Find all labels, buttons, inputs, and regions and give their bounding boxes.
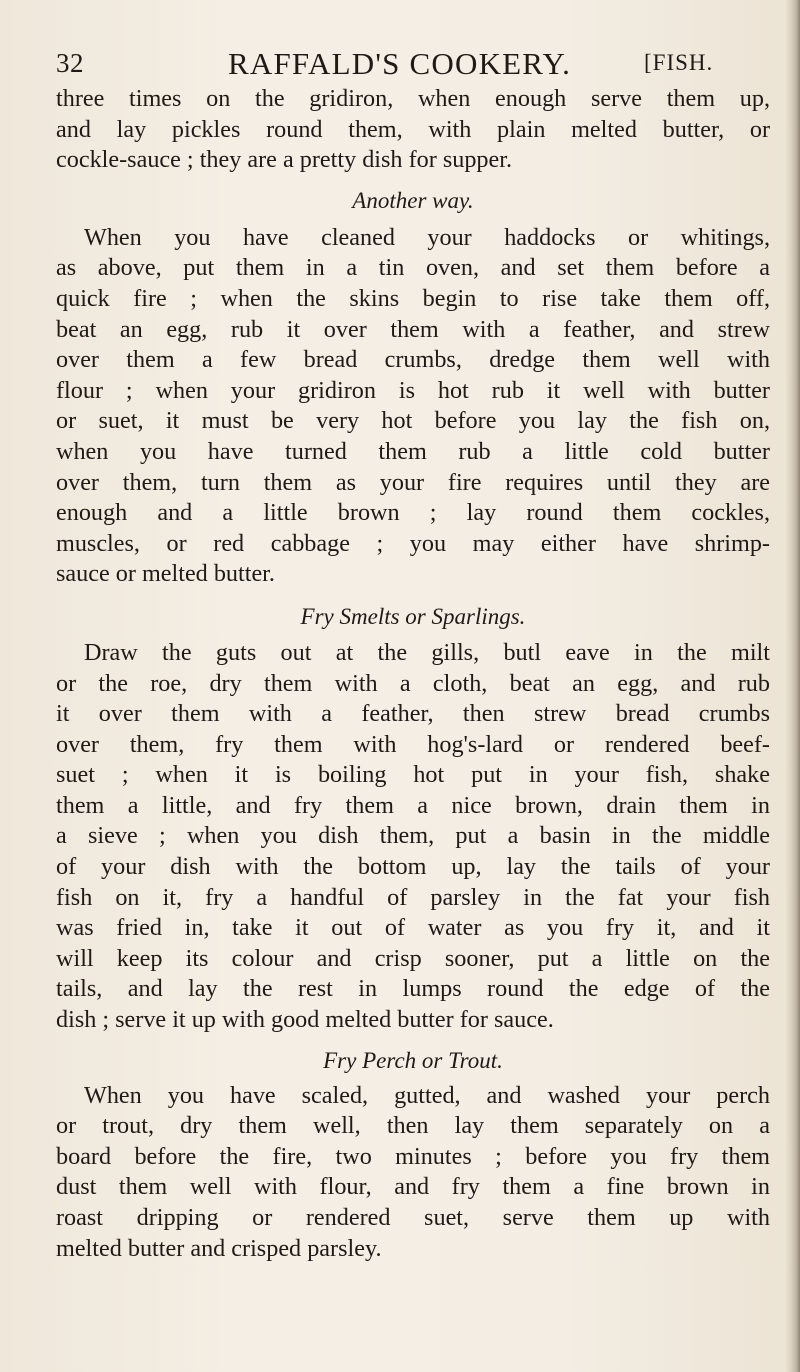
text-line: dish ; serve it up with good melted butter for sauce. bbox=[56, 1006, 554, 1034]
text-line: muscles, or red cabbage ; you may either have shrimp- bbox=[56, 529, 770, 557]
text-line: enough and a little brown ; lay round them cockles, bbox=[56, 499, 770, 527]
section-mark: [FISH. bbox=[644, 50, 714, 75]
recipe-paragraph bbox=[56, 1081, 770, 1265]
page-number: 32 bbox=[56, 48, 84, 78]
text-line: and lay pickles round them, with plain melted butter, or bbox=[56, 115, 770, 143]
text-line: tails, and lay the rest in lumps round the edge of the bbox=[56, 975, 770, 1003]
text-line: or the roe, dry them with a cloth, beat an egg, and rub bbox=[56, 669, 770, 697]
recipe-heading: Another way. bbox=[352, 187, 474, 213]
intro-paragraph bbox=[56, 84, 770, 176]
running-title: RAFFALD'S COOKERY. bbox=[228, 46, 572, 81]
text-line: suet ; when it is boiling hot put in your fish, shake bbox=[56, 761, 770, 789]
page-edge bbox=[786, 0, 800, 1372]
text-line: sauce or melted butter. bbox=[56, 560, 275, 588]
text-line: of your dish with the bottom up, lay the tails of your bbox=[56, 853, 770, 881]
text-line: When you have cleaned your haddocks or whitings, bbox=[84, 223, 770, 251]
text-line: flour ; when your gridiron is hot rub it well with butter bbox=[56, 376, 770, 404]
text-line: over them, turn them as your fire requires until they are bbox=[56, 468, 770, 496]
text-line: dust them well with flour, and fry them a fine brown in bbox=[56, 1173, 770, 1201]
text-line: them a little, and fry them a nice brown, drain them in bbox=[56, 791, 770, 819]
text-line: it over them with a feather, then strew bread crumbs bbox=[56, 700, 770, 728]
text-line: melted butter and crisped parsley. bbox=[56, 1234, 382, 1262]
text-line: quick fire ; when the skins begin to rise take them off, bbox=[56, 284, 770, 312]
text-line: or trout, dry them well, then lay them separately on a bbox=[56, 1112, 770, 1140]
text-line: fish on it, fry a handful of parsley in the fat your fish bbox=[56, 883, 770, 911]
text-line: over them, fry them with hog's-lard or rendered beef- bbox=[56, 730, 770, 758]
text-line: board before the fire, two minutes ; before you fry them bbox=[56, 1142, 770, 1170]
text-line: three times on the gridiron, when enough serve them up, bbox=[56, 85, 770, 112]
text-line: cockle-sauce ; they are a pretty dish for supper. bbox=[56, 146, 513, 174]
recipe-paragraph bbox=[56, 638, 770, 1036]
page-body bbox=[56, 84, 770, 1264]
recipe-paragraph bbox=[56, 223, 770, 590]
page-header bbox=[56, 40, 776, 82]
text-line: beat an egg, rub it over them with a feather, and strew bbox=[56, 315, 770, 343]
text-line: when you have turned them rub a little cold butter bbox=[56, 437, 770, 465]
text-line: Draw the guts out at the gills, butl eave in the milt bbox=[84, 638, 770, 666]
text-line: as above, put them in a tin oven, and set them before a bbox=[56, 254, 770, 282]
text-line: a sieve ; when you dish them, put a basin in the middle bbox=[56, 822, 770, 850]
text-line: or suet, it must be very hot before you lay the fish on, bbox=[56, 407, 770, 435]
recipe-heading: Fry Perch or Trout. bbox=[323, 1047, 503, 1073]
text-line: roast dripping or rendered suet, serve them up with bbox=[56, 1204, 770, 1231]
text-line: When you have scaled, gutted, and washed your perch bbox=[84, 1081, 770, 1109]
text-line: will keep its colour and crisp sooner, put a little on the bbox=[56, 944, 770, 972]
text-line: was fried in, take it out of water as you fry it, and it bbox=[56, 914, 770, 942]
text-line: over them a few bread crumbs, dredge them well with bbox=[56, 346, 770, 374]
recipe-heading: Fry Smelts or Sparlings. bbox=[300, 603, 526, 629]
